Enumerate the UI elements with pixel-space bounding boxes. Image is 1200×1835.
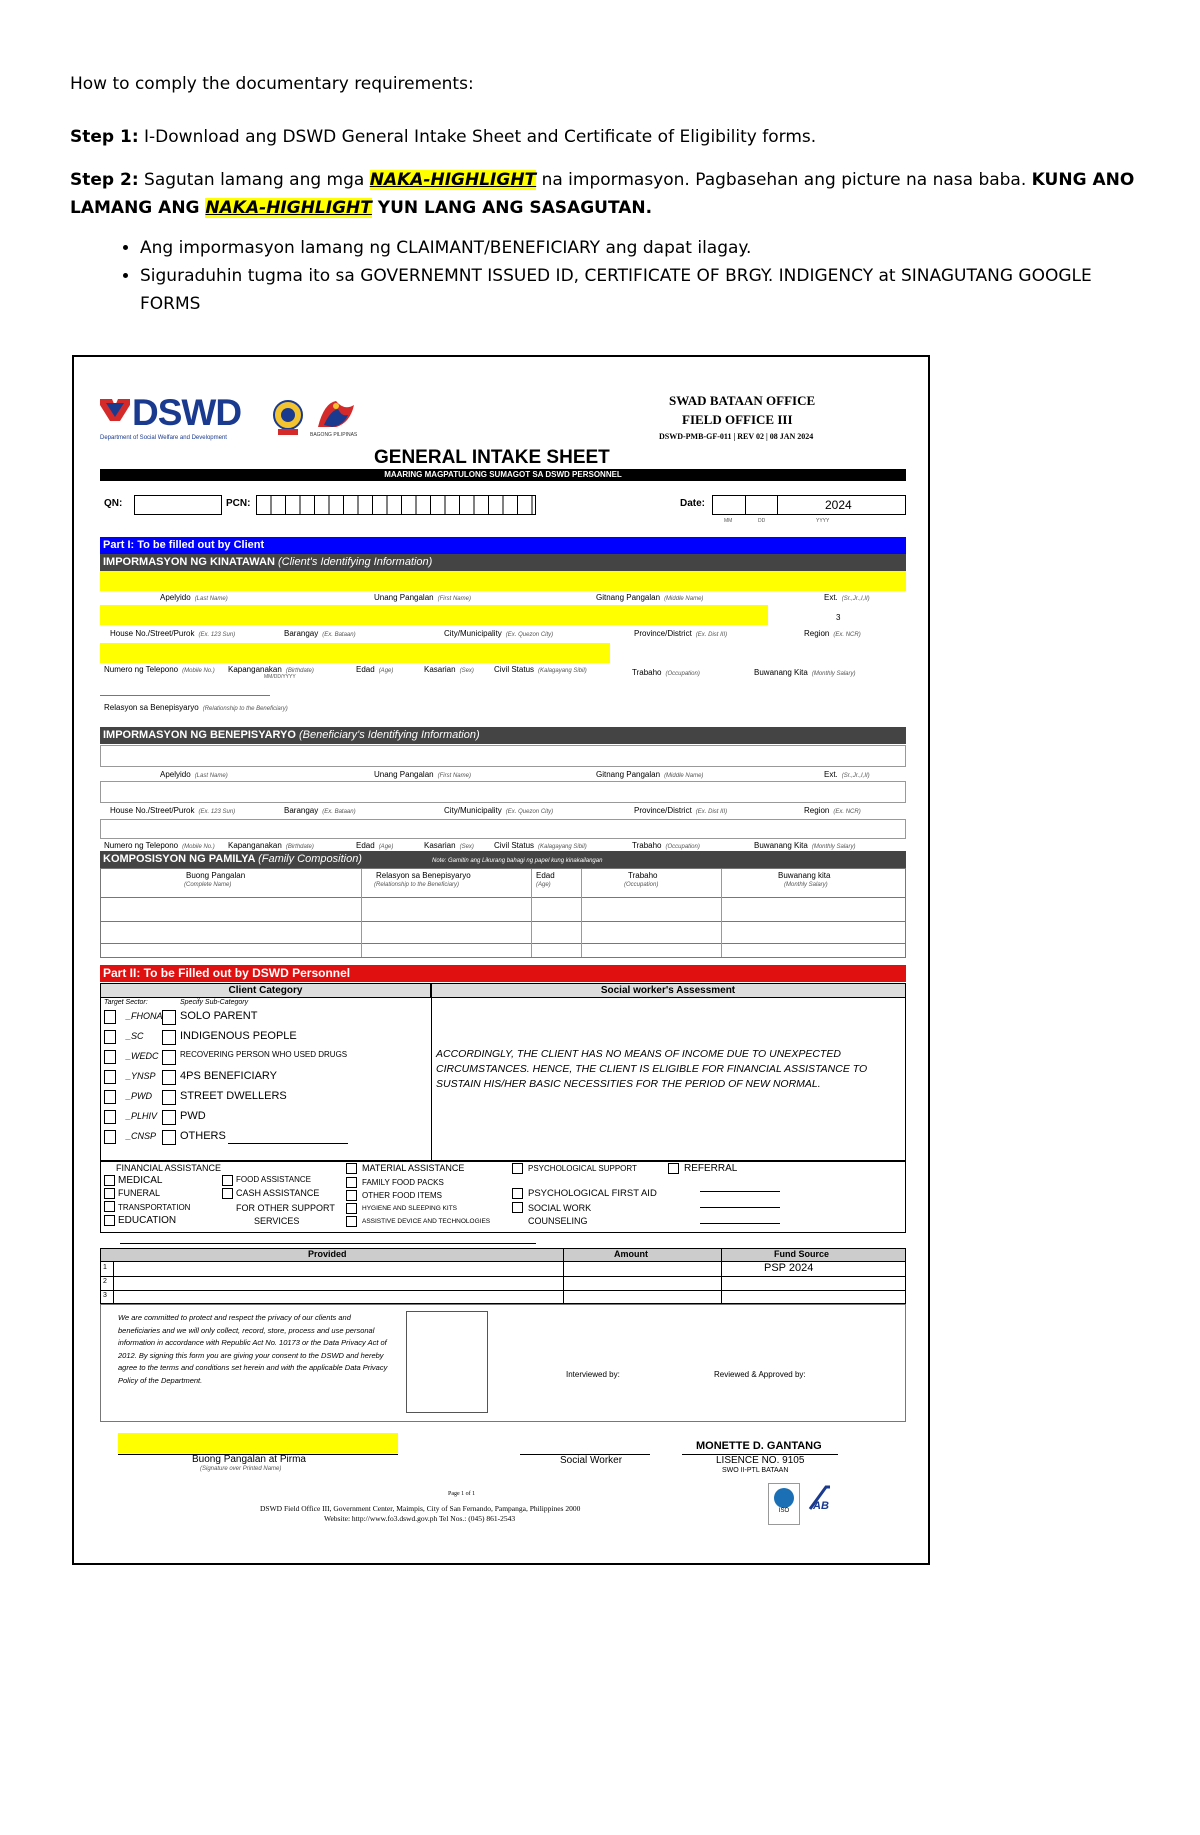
transport-label: TRANSPORTATION: [118, 1203, 191, 1212]
part-2-bar: Part II: To be Filled out by DSWD Personnel: [100, 965, 906, 982]
ben-unang-label: Unang Pangalan (First Name): [374, 770, 471, 779]
family-row-line: [101, 897, 905, 898]
services-label: SERVICES: [254, 1216, 300, 1226]
fam-kita-label: Buwanang kita: [778, 871, 831, 880]
row-3-num: 3: [103, 1292, 107, 1299]
sub-category-checkbox[interactable]: [162, 1070, 176, 1085]
step-2-highlight-2: NAKA-HIGHLIGHT: [205, 198, 372, 218]
sub-category-label: Specify Sub-Category: [180, 999, 249, 1006]
family-section-subtitle: (Family Composition): [258, 853, 362, 865]
psych-support-checkbox[interactable]: [512, 1163, 523, 1174]
dswd-logo-icon: [100, 397, 130, 423]
ben-province-label: Province/District (Ex. Dist III): [634, 806, 728, 815]
sub-category-checkbox[interactable]: [162, 1130, 176, 1145]
fam-edad-sub: (Age): [536, 882, 551, 888]
trabaho-label: Trabaho (Occupation): [632, 668, 700, 677]
sector-label: _PWD: [126, 1091, 153, 1101]
ben-kasarian-label: Kasarian (Sex): [424, 841, 474, 850]
referral-line: [700, 1191, 780, 1192]
kapanganakan-label: Kapanganakan (Birthdate): [228, 665, 314, 674]
education-checkbox[interactable]: [104, 1215, 115, 1226]
iso-cert-text: ISO: [778, 1508, 790, 1514]
sector-checkbox[interactable]: [104, 1010, 116, 1024]
step-2-bold: KUNG ANO LAMANG ANG: [70, 170, 1135, 218]
funeral-label: FUNERAL: [118, 1188, 161, 1198]
gitnang-label: Gitnang Pangalan (Middle Name): [596, 593, 704, 602]
instructions-heading: How to comply the documentary requirements:: [70, 74, 474, 94]
ben-buwanang-label: Buwanang Kita (Monthly Salary): [754, 841, 856, 850]
ben-telepono-label: Numero ng Telepono (Mobile No.): [104, 841, 215, 850]
ben-trabaho-label: Trabaho (Occupation): [632, 841, 700, 850]
form-title: GENERAL INTAKE SHEET: [374, 447, 610, 468]
step-1-label: Step 1:: [70, 127, 139, 147]
intake-sheet-image: [72, 355, 930, 1565]
relasyon-line: [100, 695, 270, 696]
sector-checkbox[interactable]: [104, 1050, 116, 1064]
yyyy-label: YYYY: [816, 518, 830, 524]
assessment-text: ACCORDINGLY, THE CLIENT HAS NO MEANS OF INCOME DUE TO UNEXPECTED CIRCUMSTANCES. HENCE, THE CLIENT IS ELIGIBLE FOR FINANCIAL ASSISTANCE TO SUSTAIN HIS/HER BASIC NECESSITIES FOR THE PERIOD OF NEW NORMAL.: [436, 1048, 868, 1090]
family-col-line: [581, 869, 582, 957]
step-2-label: Step 2:: [70, 170, 139, 190]
interviewed-label: Interviewed by:: [566, 1370, 620, 1379]
family-col-line: [721, 869, 722, 957]
family-note: Note: Gamitin ang Likurang bahagi ng papel kung kinakailangan: [431, 858, 603, 864]
amount-header: Amount: [614, 1249, 648, 1259]
field-office: FIELD OFFICE III: [682, 412, 793, 427]
qn-label: QN:: [104, 498, 123, 509]
family-packs-checkbox[interactable]: [346, 1177, 357, 1188]
region-label: Region (Ex. NCR): [804, 629, 861, 638]
ab-cert-icon: [806, 1483, 836, 1525]
row-2-num: 2: [103, 1278, 107, 1285]
pcn-field: [256, 495, 536, 515]
family-row-line: [101, 921, 905, 922]
sector-label: _WEDC: [126, 1051, 159, 1061]
funeral-checkbox[interactable]: [104, 1188, 115, 1199]
date-label: Date:: [680, 498, 706, 509]
sub-category-label: OTHERS: [180, 1130, 226, 1142]
family-section-title: KOMPOSISYON NG PAMILYA: [103, 853, 255, 865]
footer-address: DSWD Field Office III, Government Center, Maimpis, City of San Fernando, Pampanga, Philippines 2000: [260, 1504, 581, 1513]
qn-field: [134, 495, 222, 515]
family-packs-label: FAMILY FOOD PACKS: [362, 1178, 444, 1187]
food-assist-label: FOOD ASSISTANCE: [236, 1175, 311, 1184]
office-name: SWAD BATAAN OFFICE: [669, 393, 816, 408]
other-support-label: FOR OTHER SUPPORT: [236, 1203, 335, 1213]
assistive-checkbox[interactable]: [346, 1216, 357, 1227]
highlight-address-row: [100, 605, 768, 625]
claimant-section-subtitle: (Client's Identifying Information): [278, 556, 433, 568]
ben-barangay-label: Barangay (Ex. Bataan): [284, 806, 356, 815]
category-divider: [431, 984, 432, 1160]
step-2-highlight-1: NAKA-HIGHLIGHT: [369, 170, 537, 190]
step-2-end: YUN LANG ANG SASAGUTAN.: [371, 198, 653, 218]
date-field: [712, 495, 906, 515]
provided-col-line: [563, 1249, 564, 1304]
step-2-pre: Sagutan lamang ang mga: [138, 170, 370, 190]
family-section-bar: [100, 851, 906, 868]
family-row-line: [101, 943, 905, 944]
ben-house-label: House No./Street/Purok (Ex. 123 Sun): [110, 806, 236, 815]
barangay-label: Barangay (Ex. Bataan): [284, 629, 356, 638]
iso-cert-circle: [774, 1488, 794, 1508]
bagong-pilipinas-icon: [314, 397, 358, 431]
fam-trabaho-label: Trabaho: [628, 871, 658, 880]
house-label: House No./Street/Purok (Ex. 123 Sun): [110, 629, 236, 638]
footer-website: Website: http://www.fo3.dswd.gov.ph Tel Nos.: (045) 861-2543: [324, 1514, 516, 1523]
civil-status-label: Civil Status (Kalagayang Sibil): [494, 665, 587, 674]
family-col-line: [531, 869, 532, 957]
sector-checkbox[interactable]: [104, 1030, 116, 1044]
cash-assist-label: CASH ASSISTANCE: [236, 1188, 320, 1198]
region-value: 3: [836, 613, 841, 622]
step-1-text: I-Download ang DSWD General Intake Sheet and Certificate of Eligibility forms.: [138, 127, 817, 147]
assessment-header: Social worker's Assessment: [431, 984, 905, 998]
other-food-checkbox[interactable]: [346, 1190, 357, 1201]
hygiene-checkbox[interactable]: [346, 1203, 357, 1214]
signature-sublabel: (Signature over Printed Name): [200, 1466, 282, 1472]
assistive-label: ASSISTIVE DEVICE AND TECHNOLOGIES: [362, 1218, 491, 1225]
fund-source-header: Fund Source: [774, 1249, 830, 1259]
sub-category-checkbox[interactable]: [162, 1110, 176, 1125]
provided-col-line: [113, 1262, 114, 1304]
part-1-bar: Part I: To be filled out by Client: [100, 537, 906, 554]
food-assist-checkbox[interactable]: [222, 1175, 233, 1186]
social-work-checkbox[interactable]: [512, 1202, 523, 1213]
sub-category-label: SOLO PARENT: [180, 1010, 258, 1022]
step-1: [70, 123, 1140, 151]
beneficiary-address-row: [100, 781, 906, 803]
pcn-label: PCN:: [226, 498, 251, 509]
page-number: Page 1 of 1: [448, 1491, 476, 1497]
sector-checkbox[interactable]: [104, 1090, 116, 1104]
medical-label: MEDICAL: [118, 1175, 163, 1186]
claimant-section-bar: [100, 554, 906, 571]
hygiene-label: HYGIENE AND SLEEPING KITS: [362, 1205, 457, 1212]
seal-caption: BAGONG PILIPINAS: [310, 432, 358, 438]
approver-name: MONETTE D. GANTANG: [696, 1440, 822, 1452]
sector-label: _PLHIV: [126, 1111, 158, 1121]
referral-line: [700, 1223, 780, 1224]
cash-assist-checkbox[interactable]: [222, 1188, 233, 1199]
buwanang-kita-label: Buwanang Kita (Monthly Salary): [754, 668, 856, 677]
provided-top-line: [120, 1243, 536, 1244]
fam-name-label: Buong Pangalan: [186, 871, 246, 880]
psych-first-aid-checkbox[interactable]: [512, 1188, 523, 1199]
ben-gitnang-label: Gitnang Pangalan (Middle Name): [596, 770, 704, 779]
beneficiary-name-row: [100, 745, 906, 767]
ben-city-label: City/Municipality (Ex. Quezon City): [444, 806, 554, 815]
photo-box: [406, 1311, 488, 1413]
step-2: [70, 166, 1140, 222]
fin-assist-label: FINANCIAL ASSISTANCE: [116, 1163, 222, 1173]
ext-label: Ext. (Sr.,Jr.,I,II): [824, 593, 870, 602]
highlight-name-row: [100, 571, 906, 591]
form-subtitle-bar: MAARING MAGPATULONG SUMAGOT SA DSWD PERSONNEL: [100, 469, 906, 481]
iso-cert-icon: [768, 1483, 800, 1525]
step-2-mid: na impormasyon. Pagbasehan ang picture na nasa baba.: [536, 170, 1032, 190]
referral-line: [700, 1207, 780, 1208]
fam-rel-label: Relasyon sa Benepisyaryo: [376, 871, 471, 880]
fam-kita-sub: (Monthly Salary): [784, 882, 828, 888]
referral-checkbox[interactable]: [668, 1163, 679, 1174]
kasarian-label: Kasarian (Sex): [424, 665, 474, 674]
psych-support-label: PSYCHOLOGICAL SUPPORT: [528, 1164, 637, 1173]
birthdate-format: MM/DD/YYYY: [264, 674, 296, 680]
others-line: [228, 1143, 348, 1144]
ben-region-label: Region (Ex. NCR): [804, 806, 861, 815]
highlight-contact-row: [100, 643, 610, 663]
date-divider: [745, 496, 746, 514]
date-divider: [777, 496, 778, 514]
sub-category-label: STREET DWELLERS: [180, 1090, 287, 1102]
provided-row-line: [101, 1276, 905, 1277]
sector-checkbox[interactable]: [104, 1130, 116, 1144]
bullet-item: • Ang impormasyon lamang ng CLAIMANT/BENEFICIARY ang dapat ilagay.: [140, 234, 1140, 262]
telepono-label: Numero ng Telepono (Mobile No.): [104, 665, 215, 674]
ab-cert-text: AB: [813, 1500, 829, 1512]
doc-code: DSWD-PMB-GF-011 | REV 02 | 08 JAN 2024: [659, 432, 814, 441]
fam-rel-sub: (Relationship to the Beneficiary): [374, 882, 460, 888]
ben-ext-label: Ext. (Sr.,Jr.,I,II): [824, 770, 870, 779]
unang-label: Unang Pangalan (First Name): [374, 593, 471, 602]
sector-checkbox[interactable]: [104, 1110, 116, 1124]
transport-checkbox[interactable]: [104, 1201, 115, 1212]
psych-first-aid-label: PSYCHOLOGICAL FIRST AID: [528, 1188, 657, 1199]
sub-category-label: PWD: [180, 1110, 206, 1122]
dswd-logo-text: DSWD: [132, 392, 242, 433]
provided-row-line: [101, 1290, 905, 1291]
reviewed-label: Reviewed & Approved by:: [714, 1370, 806, 1379]
material-checkbox[interactable]: [346, 1163, 357, 1174]
signature-label: Buong Pangalan at Pirma: [192, 1454, 306, 1465]
beneficiary-section-bar: [100, 727, 906, 744]
sector-label: _FHONA: [126, 1011, 163, 1021]
date-year: 2024: [825, 498, 852, 512]
claimant-section-title: IMPORMASYON NG KINATAWAN: [103, 556, 275, 568]
social-worker-label: Social Worker: [560, 1455, 623, 1466]
family-col-line: [361, 869, 362, 957]
client-category-header: Client Category: [101, 984, 431, 998]
fam-edad-label: Edad: [536, 871, 555, 880]
relasyon-label: Relasyon sa Benepisyaryo (Relationship to the Beneficiary): [104, 703, 288, 712]
sub-category-label: 4PS BENEFICIARY: [180, 1070, 277, 1082]
bullet-list: [70, 234, 1140, 318]
ben-apelyido-label: Apelyido (Last Name): [160, 770, 228, 779]
sector-checkbox[interactable]: [104, 1070, 116, 1084]
provided-col-line: [721, 1249, 722, 1304]
privacy-notice: We are committed to protect and respect the privacy of our clients and beneficiaries and we will only collect, record, store, process and use personal information in accordance with Republic Act No. 10173 or the Data Privacy Act of 2012. By signing this form you are giving your consent to the DSWD and hereby agree to the terms and conditions set herein and with the applicable Data Privacy Policy of the Department.: [118, 1313, 388, 1385]
target-sector-label: Target Sector:: [104, 999, 148, 1006]
ben-kapanganakan-label: Kapanganakan (Birthdate): [228, 841, 314, 850]
mm-label: MM: [724, 518, 733, 524]
beneficiary-contact-row: [100, 819, 906, 839]
instructions: [70, 70, 1140, 318]
material-label: MATERIAL ASSISTANCE: [362, 1163, 465, 1173]
social-work-label: SOCIAL WORK: [528, 1203, 592, 1213]
sub-category-checkbox[interactable]: [162, 1050, 176, 1065]
sector-label: _SC: [126, 1031, 144, 1041]
fam-trabaho-sub: (Occupation): [624, 882, 659, 888]
apelyido-label: Apelyido (Last Name): [160, 593, 228, 602]
referral-label: REFERRAL: [684, 1163, 738, 1174]
counseling-label: COUNSELING: [528, 1216, 588, 1226]
province-label: Province/District (Ex. Dist III): [634, 629, 728, 638]
beneficiary-section-title: IMPORMASYON NG BENEPISYARYO: [103, 729, 296, 741]
bullet-item: • Siguraduhin tugma ito sa GOVERNEMNT ISSUED ID, CERTIFICATE OF BRGY. INDIGENCY at SINAGUTANG GOOGLE FORMS: [140, 262, 1140, 318]
medical-checkbox[interactable]: [104, 1175, 115, 1186]
sector-label: _CNSP: [126, 1131, 157, 1141]
sector-label: _YNSP: [126, 1071, 156, 1081]
other-food-label: OTHER FOOD ITEMS: [362, 1191, 442, 1200]
city-label: City/Municipality (Ex. Quezon City): [444, 629, 554, 638]
fund-source-value: PSP 2024: [764, 1262, 814, 1274]
sub-category-label: INDIGENOUS PEOPLE: [180, 1030, 297, 1042]
sub-category-label: RECOVERING PERSON WHO USED DRUGS: [180, 1050, 348, 1059]
seal-icon: [272, 399, 304, 437]
row-1-num: 1: [103, 1264, 107, 1271]
ben-civil-label: Civil Status (Kalagayang Sibil): [494, 841, 587, 850]
provided-header: Provided: [308, 1249, 347, 1259]
sub-category-checkbox[interactable]: [162, 1010, 176, 1025]
sub-category-checkbox[interactable]: [162, 1090, 176, 1105]
highlight-signature: [118, 1433, 398, 1453]
beneficiary-section-subtitle: (Beneficiary's Identifying Information): [299, 729, 480, 741]
edad-label: Edad (Age): [356, 665, 394, 674]
ben-edad-label: Edad (Age): [356, 841, 394, 850]
dswd-logo-subtitle: Department of Social Welfare and Development: [100, 435, 227, 441]
sub-category-checkbox[interactable]: [162, 1030, 176, 1045]
dd-label: DD: [758, 518, 766, 524]
fam-name-sub: (Complete Name): [184, 882, 232, 888]
approver-position: SWO II-PTL BATAAN: [722, 1467, 789, 1474]
approver-license: LISENCE NO. 9105: [716, 1455, 805, 1466]
education-label: EDUCATION: [118, 1215, 177, 1226]
